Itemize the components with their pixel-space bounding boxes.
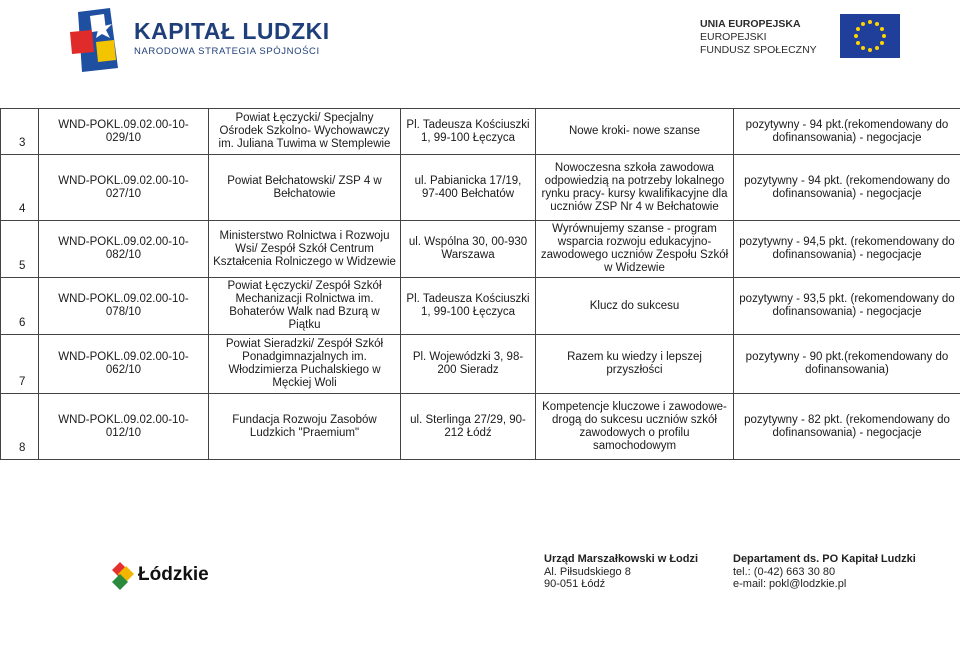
address-cell: ul. Pabianicka 17/19, 97-400 Bełchatów bbox=[401, 155, 536, 221]
address-cell: Pl. Tadeusza Kościuszki 1, 99-100 Łęczyca bbox=[401, 278, 536, 335]
project-title-cell: Razem ku wiedzy i lepszej przyszłości bbox=[536, 335, 734, 394]
table-row bbox=[1, 335, 960, 394]
evaluation-result-cell: pozytywny - 93,5 pkt. (rekomendowany do dofinansowania) - negocjacje bbox=[734, 278, 960, 335]
lodzkie-emblem-icon bbox=[110, 560, 136, 590]
table-row bbox=[1, 109, 960, 155]
address-cell: ul. Sterlinga 27/29, 90-212 Łódź bbox=[401, 394, 536, 460]
applicant-cell: Fundacja Rozwoju Zasobów Ludzkich "Praemium" bbox=[209, 394, 401, 460]
application-id-cell: WND-POKL.09.02.00-10-062/10 bbox=[39, 335, 209, 394]
table-row bbox=[1, 155, 960, 221]
department-phone: tel.: (0-42) 663 30 80 bbox=[733, 565, 836, 578]
lodzkie-logo bbox=[110, 552, 220, 598]
project-title-cell: Klucz do sukcesu bbox=[536, 278, 734, 335]
kapital-ludzki-logo bbox=[70, 8, 360, 72]
applicant-cell: Powiat Bełchatowski/ ZSP 4 w Bełchatowie bbox=[209, 155, 401, 221]
project-title-cell: Nowoczesna szkoła zawodowa odpowiedzią na potrzeby lokalnego rynku pracy- kursy kwalifikacyjne dla uczniów ZSP Nr 4 w Bełchatowie bbox=[536, 155, 734, 221]
project-title-cell: Wyrównujemy szanse - program wsparcia rozwoju edukacyjno-zawodowego uczniów Zespołu Szkół w Widzewie bbox=[536, 221, 734, 278]
kapital-ludzki-subtitle: NARODOWA STRATEGIA SPÓJNOŚCI bbox=[134, 46, 320, 57]
office-address bbox=[544, 553, 698, 591]
address-cell: Pl. Wojewódzki 3, 98-200 Sieradz bbox=[401, 335, 536, 394]
office-name: Urząd Marszałkowski w Łodzi bbox=[544, 553, 699, 565]
eu-line-1: UNIA EUROPEJSKA bbox=[700, 18, 801, 30]
project-title-cell: Nowe kroki- nowe szanse bbox=[536, 109, 734, 155]
row-number-cell: 3 bbox=[1, 109, 39, 155]
evaluation-result-cell: pozytywny - 94,5 pkt. (rekomendowany do dofinansowania) - negocjacje bbox=[734, 221, 960, 278]
office-city: 90-051 Łódź bbox=[544, 578, 606, 590]
lodzkie-text: Łódzkie bbox=[138, 564, 209, 585]
table-row bbox=[1, 221, 960, 278]
applicant-cell: Powiat Łęczycki/ Zespół Szkół Mechanizacji Rolnictwa im. Bohaterów Walk nad Bzurą w Piątku bbox=[209, 278, 401, 335]
evaluation-result-cell: pozytywny - 82 pkt. (rekomendowany do dofinansowania) - negocjacje bbox=[734, 394, 960, 460]
application-id-cell: WND-POKL.09.02.00-10-078/10 bbox=[39, 278, 209, 335]
projects-table bbox=[0, 108, 960, 460]
application-id-cell: WND-POKL.09.02.00-10-012/10 bbox=[39, 394, 209, 460]
eu-flag-icon bbox=[840, 14, 900, 58]
eu-line-3: FUNDUSZ SPOŁECZNY bbox=[700, 44, 817, 56]
row-number-cell: 5 bbox=[1, 221, 39, 278]
table-row bbox=[1, 278, 960, 335]
kapital-ludzki-title: KAPITAŁ LUDZKI bbox=[134, 18, 330, 44]
eu-logo bbox=[700, 14, 910, 66]
applicant-cell: Powiat Sieradzki/ Zespół Szkół Ponadgimnazjalnych im. Włodzimierza Puchalskiego w Męckiej Woli bbox=[209, 335, 401, 394]
evaluation-result-cell: pozytywny - 94 pkt. (rekomendowany do dofinansowania) - negocjacje bbox=[734, 155, 960, 221]
row-number-cell: 6 bbox=[1, 278, 39, 335]
office-street: Al. Piłsudskiego 8 bbox=[544, 565, 631, 578]
eu-text bbox=[700, 18, 817, 57]
address-cell: Pl. Tadeusza Kościuszki 1, 99-100 Łęczyca bbox=[401, 109, 536, 155]
application-id-cell: WND-POKL.09.02.00-10-027/10 bbox=[39, 155, 209, 221]
row-number-cell: 8 bbox=[1, 394, 39, 460]
evaluation-result-cell: pozytywny - 90 pkt.(rekomendowany do dofinansowania) bbox=[734, 335, 960, 394]
application-id-cell: WND-POKL.09.02.00-10-029/10 bbox=[39, 109, 209, 155]
application-id-cell: WND-POKL.09.02.00-10-082/10 bbox=[39, 221, 209, 278]
applicant-cell: Powiat Łęczycki/ Specjalny Ośrodek Szkolno- Wychowawczy im. Juliana Tuwima w Stemplewie bbox=[209, 109, 401, 155]
address-cell: ul. Wspólna 30, 00-930 Warszawa bbox=[401, 221, 536, 278]
row-number-cell: 4 bbox=[1, 155, 39, 221]
applicant-cell: Ministerstwo Rolnictwa i Rozwoju Wsi/ Zespół Szkół Centrum Kształcenia Rolniczego w Widzewie bbox=[209, 221, 401, 278]
department-name: Departament ds. PO Kapitał Ludzki bbox=[733, 553, 916, 565]
evaluation-result-cell: pozytywny - 94 pkt.(rekomendowany do dofinansowania) - negocjacje bbox=[734, 109, 960, 155]
department-email: e-mail: pokl@lodzkie.pl bbox=[733, 578, 847, 590]
department-contact bbox=[733, 553, 916, 591]
eu-line-2: EUROPEJSKI bbox=[700, 31, 767, 43]
project-title-cell: Kompetencje kluczowe i zawodowe-drogą do sukcesu uczniów szkół zawodowych o profilu samochodowym bbox=[536, 394, 734, 460]
row-number-cell: 7 bbox=[1, 335, 39, 394]
kapital-ludzki-emblem-icon bbox=[70, 8, 126, 72]
table-row bbox=[1, 394, 960, 460]
